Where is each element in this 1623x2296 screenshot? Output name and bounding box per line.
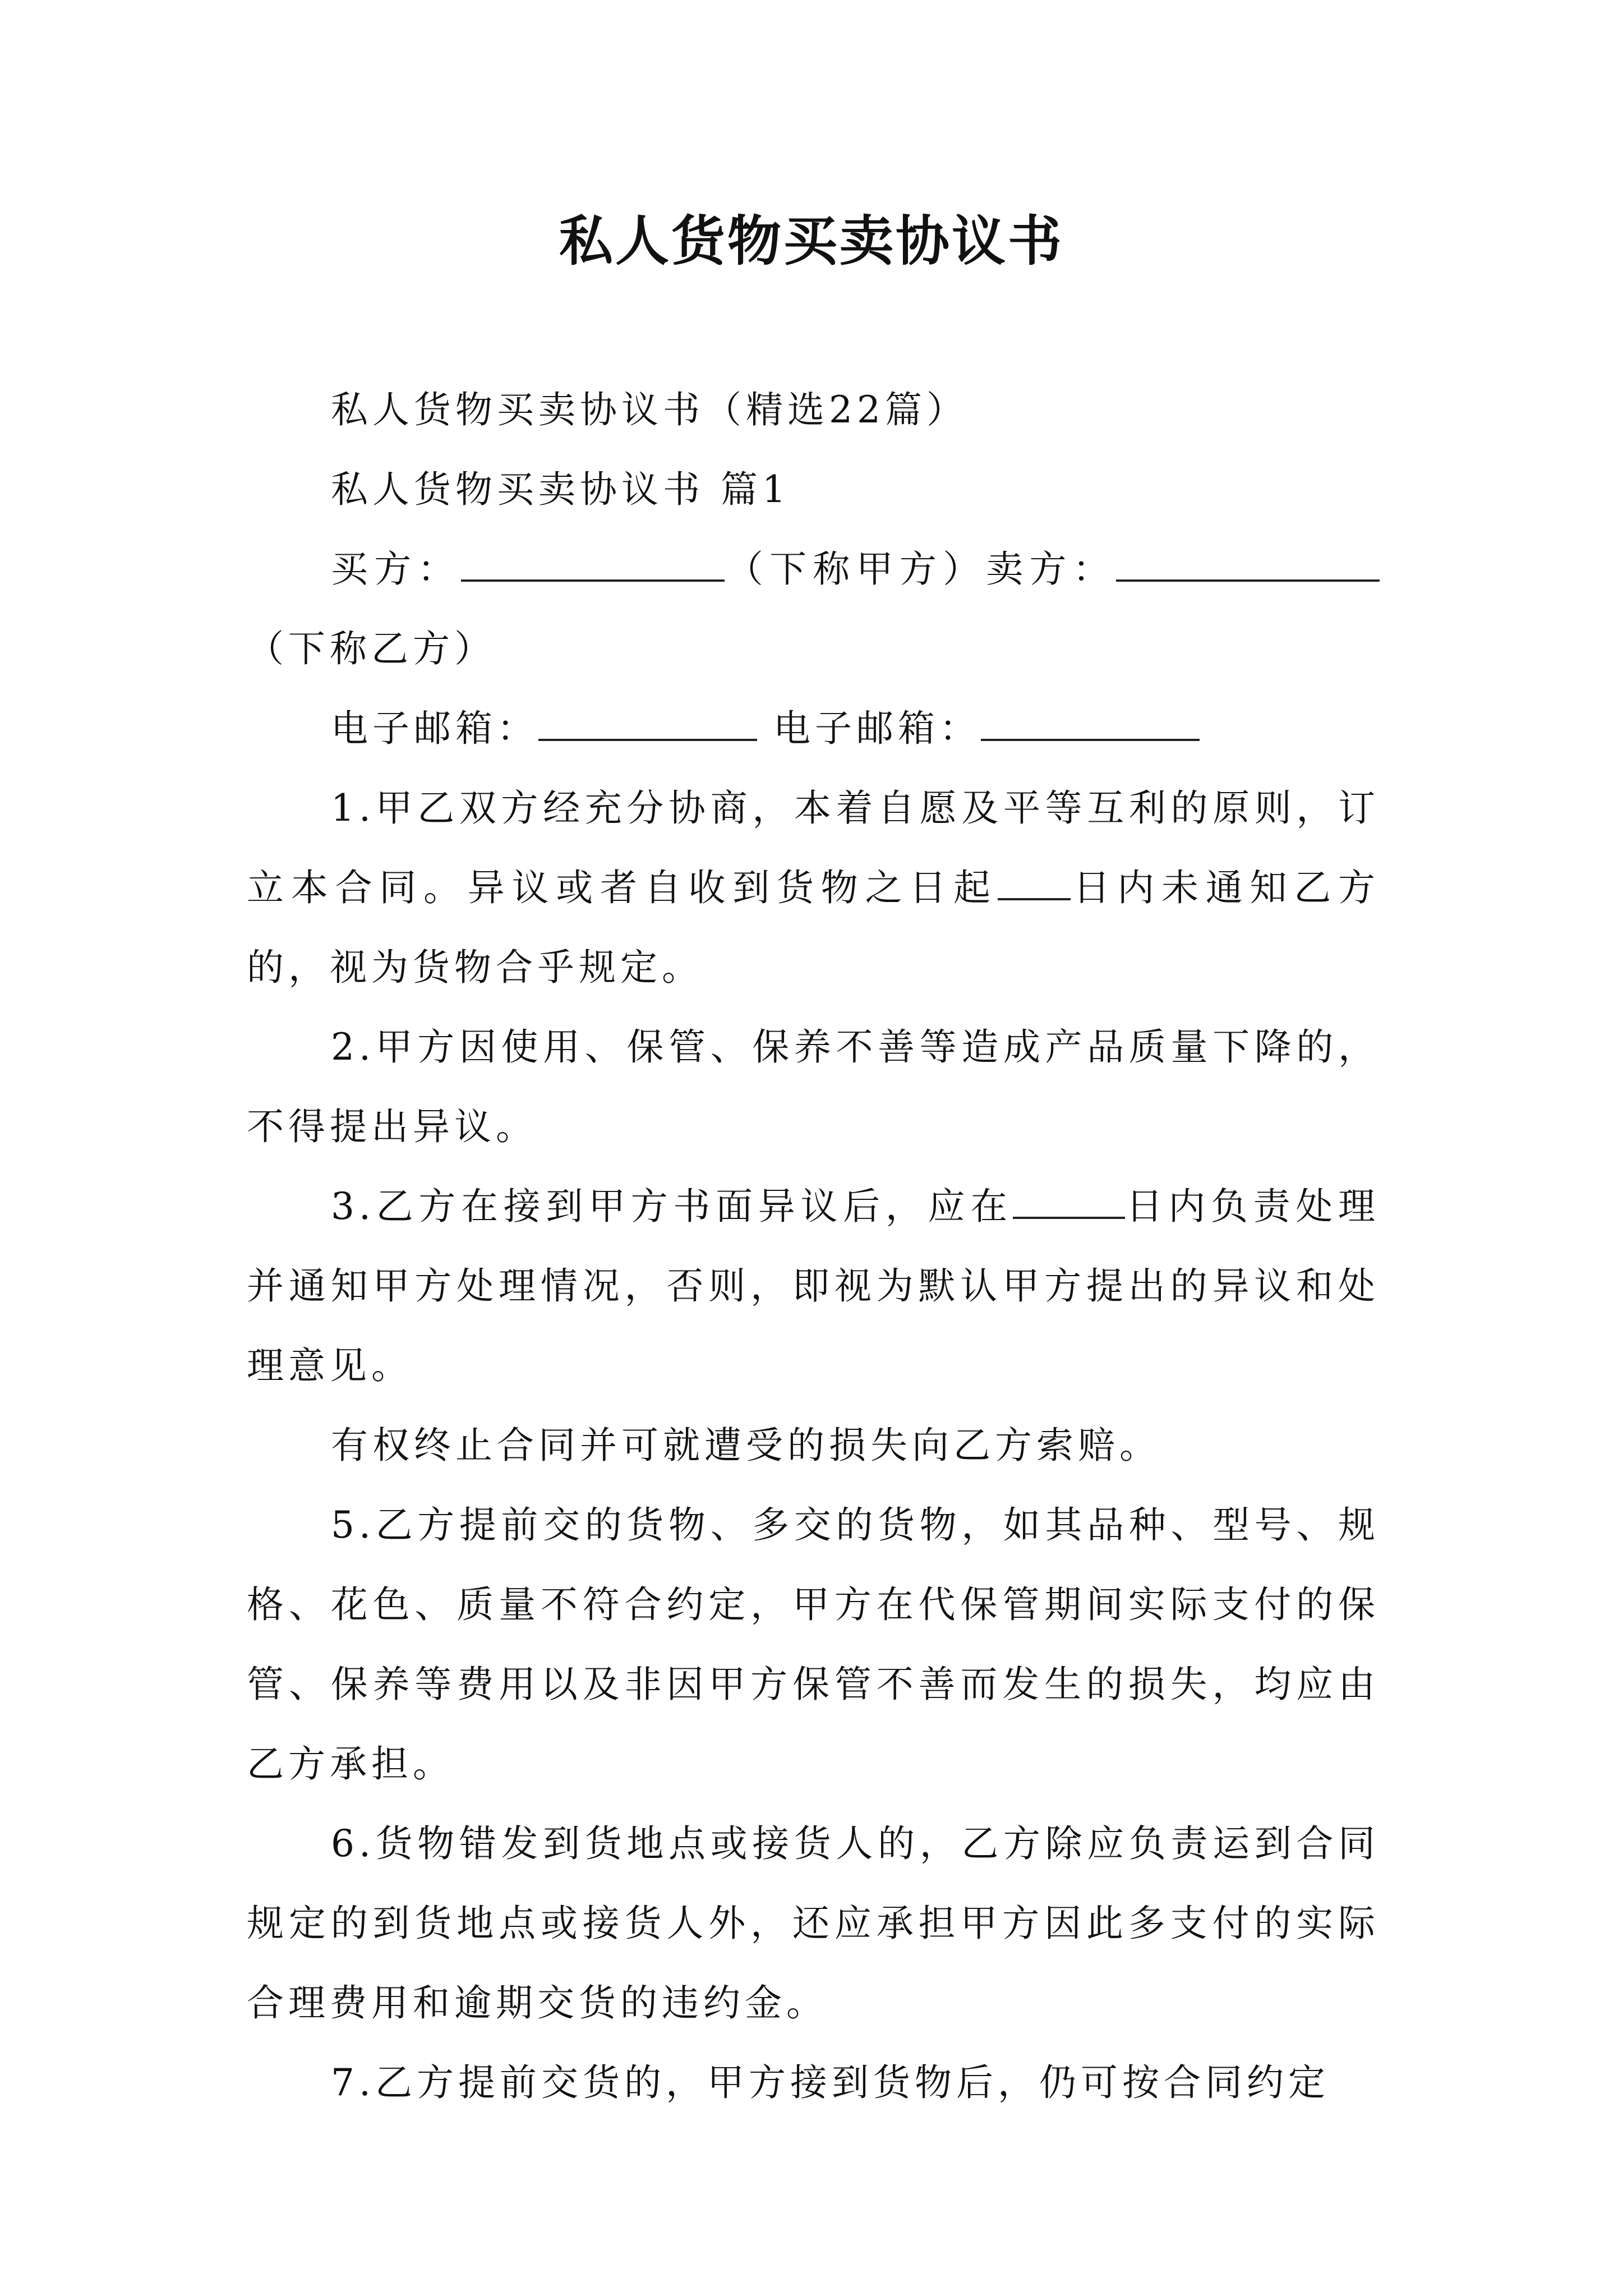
clause-4-fragment: 有权终止合同并可就遭受的损失向乙方索赔。 (331, 1424, 1161, 1467)
document-body (247, 370, 1380, 2123)
parties-line (247, 530, 1380, 689)
buyer-email-label: 电子邮箱： (331, 707, 538, 750)
clause-3-after: 日内负责处理并通知甲方处理情况，否则，即视为默认甲方提出的异议和处理意见。 (247, 1185, 1380, 1387)
seller-label: 卖方： (986, 547, 1117, 591)
subtitle: 私人货物买卖协议书（精选22篇） (331, 388, 968, 431)
clause-1-after: 日内未通知乙方的，视为货物合乎规定。 (247, 866, 1380, 989)
clause-5: 5.乙方提前交的货物、多交的货物，如其品种、型号、规格、花色、质量不符合约定，甲方在代保管期间实际支付的保管、保养等费用以及非因甲方保管不善而发生的损失，均应由乙方承担。 (247, 1503, 1380, 1786)
section-heading: 私人货物买卖协议书 篇1 (331, 468, 790, 511)
buyer-name-blank (461, 546, 725, 582)
clause-1-days-blank (998, 864, 1071, 900)
seller-email-label: 电子邮箱： (773, 707, 981, 750)
clause-3-before: 3.乙方在接到甲方书面异议后，应在 (331, 1185, 1013, 1228)
seller-name-blank (1116, 546, 1380, 582)
document-title: 私人货物买卖协议书 (559, 210, 1064, 273)
buyer-email-blank (538, 705, 757, 741)
buyer-alias: （下称甲方） (724, 547, 986, 591)
clause-7: 7.乙方提前交货的，甲方接到货物后，仍可按合同约定 (331, 2061, 1330, 2104)
clause-3-days-blank (1013, 1183, 1125, 1219)
seller-alias: （下称乙方） (247, 627, 496, 670)
clause-3 (247, 1167, 1380, 1406)
buyer-label: 买方： (331, 547, 461, 591)
clause-1 (247, 769, 1380, 1007)
clause-6: 6.货物错发到货地点或接货人的，乙方除应负责运到合同规定的到货地点或接货人外，还应承担甲方因此多支付的实际合理费用和逾期交货的违约金。 (247, 1822, 1380, 2024)
clause-1-before: 1.甲乙双方经充分协商，本着自愿及平等互利的原则，订立本合同。异议或者自收到货物之日起 (247, 786, 1380, 909)
clause-2: 2.甲方因使用、保管、保养不善等造成产品质量下降的，不得提出异议。 (247, 1025, 1380, 1148)
seller-email-blank (981, 705, 1200, 741)
email-line (247, 689, 1380, 769)
